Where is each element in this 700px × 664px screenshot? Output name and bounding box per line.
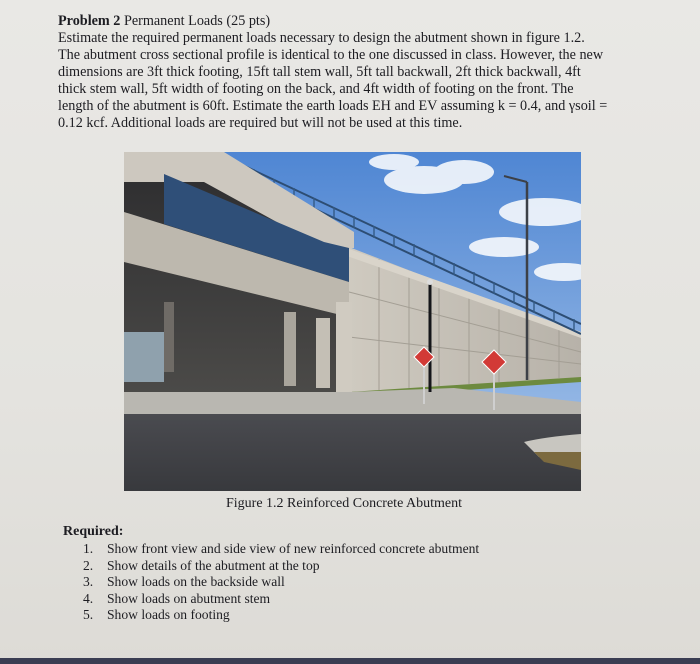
pier-column	[316, 318, 330, 388]
item-number: 1.	[83, 541, 94, 556]
item-number: 3.	[83, 574, 94, 589]
problem-line: The abutment cross sectional profile is identical to the one discussed in class. However, the new	[58, 47, 604, 63]
background-structures	[124, 332, 164, 382]
item-text: Show details of the abutment at the top	[107, 557, 320, 573]
pier-column	[164, 302, 174, 372]
item-number: 4.	[83, 590, 94, 606]
item-text: Show loads on abutment stem	[107, 590, 271, 606]
required-item	[83, 541, 479, 558]
problem-line: Estimate the required permanent loads necessary to design the abutment shown in figure 1.2.	[58, 30, 585, 46]
item-text: Show loads on the backside wall	[107, 574, 285, 589]
problem-title: Permanent Loads (25 pts)	[120, 13, 271, 29]
required-item	[83, 607, 479, 624]
problem-line: thick stem wall, 5ft width of footing on the back, and 4ft width of footing on the front. The	[58, 81, 574, 97]
required-item	[83, 574, 479, 591]
bottom-edge	[0, 658, 700, 664]
required-list	[83, 541, 479, 624]
abutment-photo	[124, 152, 581, 491]
problem-line: dimensions are 3ft thick footing, 15ft tall stem wall, 5ft tall backwall, 2ft thick backwall, 4ft	[58, 64, 581, 80]
item-text: Show front view and side view of new reinforced concrete abutment	[107, 541, 480, 556]
pier-column	[284, 312, 296, 386]
item-text: Show loads on footing	[107, 607, 230, 622]
required-item	[83, 558, 479, 575]
problem-line: length of the abutment is 60ft. Estimate the earth loads EH and EV assuming k = 0.4, and γsoil =	[58, 98, 608, 114]
abutment-illustration	[124, 152, 581, 491]
problem-statement	[58, 13, 658, 132]
abutment-stem	[336, 302, 352, 392]
figure-caption: Figure 1.2 Reinforced Concrete Abutment	[226, 496, 462, 511]
required-heading: Required:	[63, 524, 124, 539]
pole-lamp	[427, 279, 433, 285]
required-item	[83, 591, 479, 608]
item-number: 2.	[83, 557, 94, 573]
item-number: 5.	[83, 607, 94, 622]
problem-line: 0.12 kcf. Additional loads are required but will not be used at this time.	[58, 115, 463, 131]
roadway	[124, 414, 581, 491]
problem-heading	[58, 13, 658, 30]
problem-number: Problem 2	[58, 13, 121, 29]
